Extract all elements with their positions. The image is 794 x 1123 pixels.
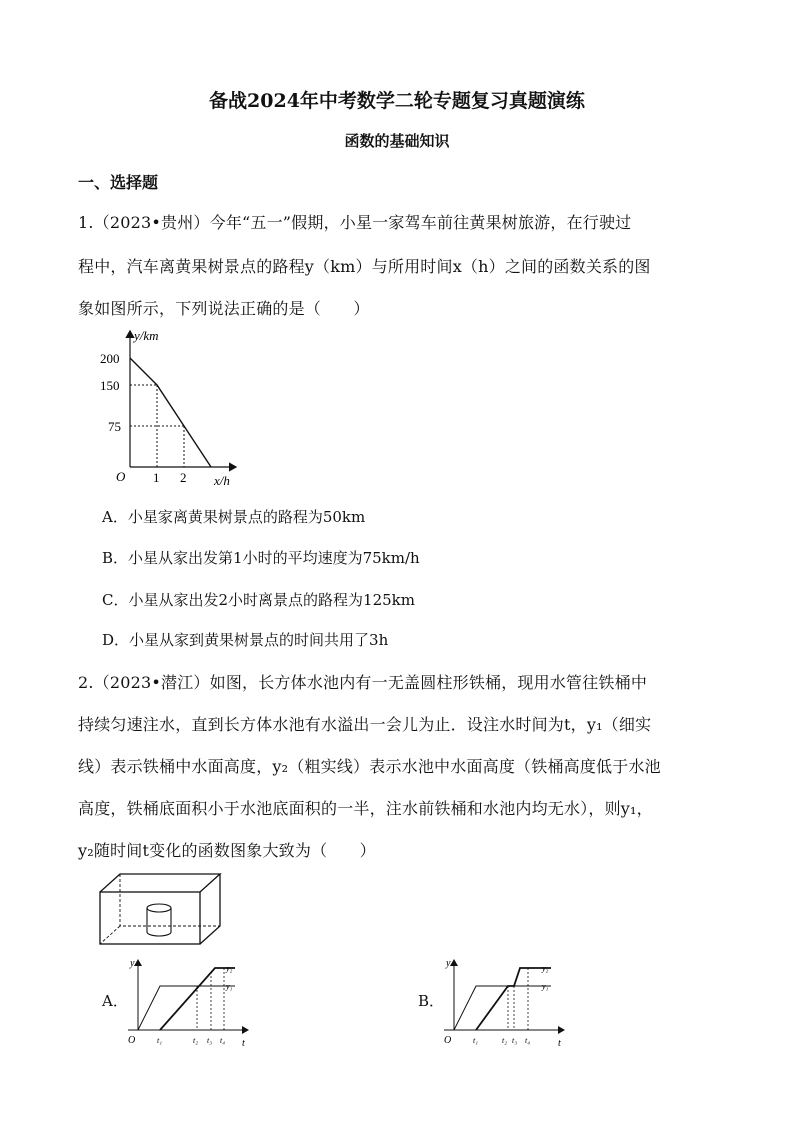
svg-text:t₄: t₄ xyxy=(525,1036,531,1045)
section-title: 一、选择题 xyxy=(78,173,159,192)
svg-text:t₂: t₂ xyxy=(193,1036,199,1045)
q2-line-5: y₂随时间t变化的函数图象大致为（ ） xyxy=(78,841,376,860)
svg-text:t₃: t₃ xyxy=(512,1036,518,1045)
page-subtitle: 函数的基础知识 xyxy=(344,132,450,150)
svg-text:y₂: y₂ xyxy=(542,964,549,973)
q2-option-b-graph[interactable] xyxy=(436,954,576,1049)
svg-text:t₂: t₂ xyxy=(502,1036,508,1045)
bucket-icon xyxy=(147,904,171,936)
q1-ytick-150: 150 xyxy=(100,378,120,393)
q2-line-4: 高度，铁桶底面积小于水池底面积的一半，注水前铁桶和水池内均无水），则y₁， xyxy=(78,799,653,818)
q1-option-a[interactable]: A．小星家离黄果树景点的路程为50km xyxy=(102,508,366,526)
q1-line-1: 1.（2023•贵州）今年“五一”假期，小星一家驾车前往黄果树旅游，在行驶过 xyxy=(78,213,632,232)
q2-tank-illustration xyxy=(96,870,226,948)
svg-text:y: y xyxy=(130,958,135,969)
q1-option-d[interactable]: D．小星从家到黄果树景点的时间共用了3h xyxy=(102,631,389,649)
q1-xtick-1: 1 xyxy=(153,470,160,485)
q1-line-3: 象如图所示，下列说法正确的是（ ） xyxy=(78,299,370,318)
q1-ylabel: y/km xyxy=(134,328,159,343)
svg-text:t₄: t₄ xyxy=(220,1036,226,1045)
svg-text:O: O xyxy=(128,1035,136,1046)
q1-line-2: 程中，汽车离黄果树景点的路程y（km）与所用时间x（h）之间的函数关系的图 xyxy=(78,257,651,276)
q2-option-b-label[interactable]: B． xyxy=(418,992,445,1010)
q1-xtick-2: 2 xyxy=(180,470,187,485)
page-title: 备战2024年中考数学二轮专题复习真题演练 xyxy=(209,90,585,112)
svg-text:t: t xyxy=(242,1038,245,1049)
svg-text:t₃: t₃ xyxy=(207,1036,213,1045)
q2-option-a-label[interactable]: A． xyxy=(102,992,128,1010)
q1-ytick-200: 200 xyxy=(100,351,120,366)
svg-text:t₁: t₁ xyxy=(157,1036,163,1045)
q1-option-b[interactable]: B．小星从家出发第1小时的平均速度为75km/h xyxy=(102,549,420,567)
svg-text:O: O xyxy=(444,1035,452,1046)
q1-graph-line xyxy=(130,358,211,467)
q2-line-2: 持续匀速注水，直到长方体水池有水溢出一会儿为止．设注水时间为t，y₁（细实 xyxy=(78,715,652,734)
svg-text:y₁: y₁ xyxy=(542,982,549,991)
q1-xlabel: x/h xyxy=(214,473,230,488)
svg-text:y₁: y₁ xyxy=(226,982,233,991)
svg-text:t: t xyxy=(558,1038,561,1049)
q2-line-1: 2.（2023•潜江）如图，长方体水池内有一无盖圆柱形铁桶，现用水管往铁桶中 xyxy=(78,673,648,692)
q1-function-graph xyxy=(90,325,260,495)
svg-text:t₁: t₁ xyxy=(473,1036,479,1045)
q2-line-3: 线）表示铁桶中水面高度，y₂（粗实线）表示水池中水面高度（铁桶高度低于水池 xyxy=(78,757,661,776)
svg-text:y: y xyxy=(446,958,451,969)
q1-option-c[interactable]: C．小星从家出发2小时离景点的路程为125km xyxy=(102,591,415,609)
q2-option-a-graph[interactable] xyxy=(120,954,260,1049)
q1-ytick-75: 75 xyxy=(108,419,121,434)
q1-origin: O xyxy=(116,469,126,484)
svg-text:y₂: y₂ xyxy=(226,964,233,973)
